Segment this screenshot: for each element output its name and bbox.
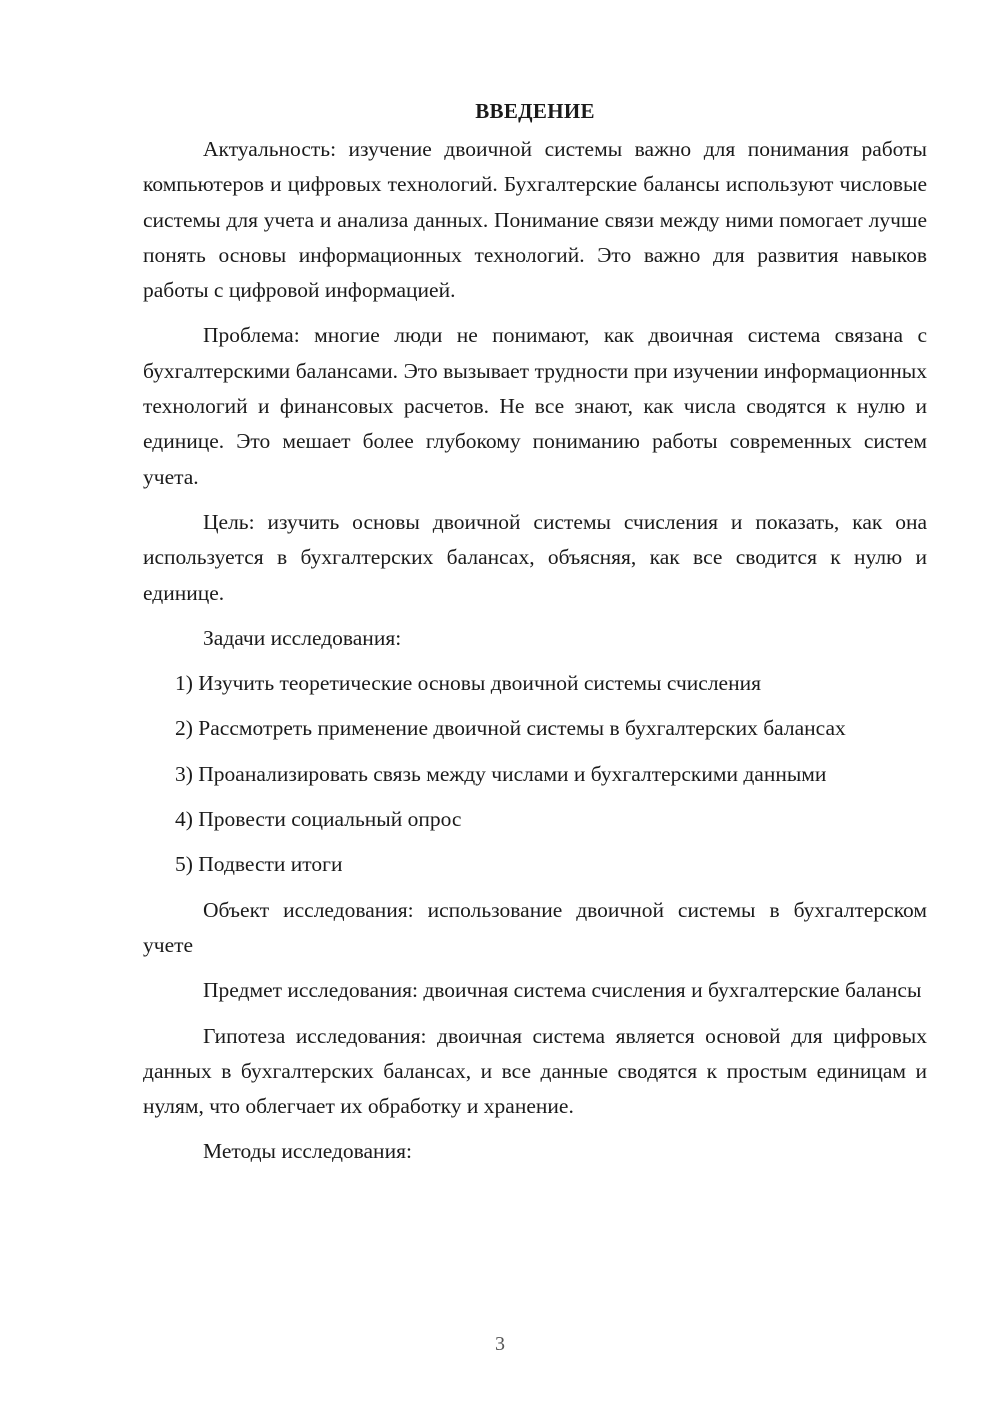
paragraph-relevance: Актуальность: изучение двоичной системы важно для понимания работы компьютеров и цифровых технологий. Бухгалтерские балансы используют числовые системы для учета и анализа данных. Понимание связи между ними помогает лучше понять основы информационных технологий. Это важно для развития навыков работы с цифровой информацией.	[143, 137, 927, 303]
page-title: ВВЕДЕНИЕ	[475, 99, 595, 123]
task-item-4: 4) Провести социальный опрос	[175, 807, 462, 832]
page-number: 3	[495, 1333, 505, 1355]
paragraph-hypothesis: Гипотеза исследования: двоичная система является основой для цифровых данных в бухгалтерских балансах, и все данные сводятся к простым единицам и нулям, что облегчает их обработку и хранение.	[143, 1023, 927, 1119]
paragraph-problem: Проблема: многие люди не понимают, как двоичная система связана с бухгалтерскими балансами. Это вызывает трудности при изучении информационных технологий и финансовых расчетов. Не все знают, как числа сводятся к нулю и единице. Это мешает более глубокому пониманию работы современных систем учета.	[143, 323, 927, 489]
task-item-1: 1) Изучить теоретические основы двоичной системы счисления	[175, 671, 761, 696]
paragraph-subject: Предмет исследования: двоичная система счисления и бухгалтерские балансы	[203, 978, 922, 1003]
task-item-5: 5) Подвести итоги	[175, 852, 343, 877]
paragraph-object: Объект исследования: использование двоичной системы в бухгалтерском учете	[143, 897, 927, 957]
paragraph-tasks-heading: Задачи исследования:	[203, 625, 402, 650]
task-item-2: 2) Рассмотреть применение двоичной системы в бухгалтерских балансах	[175, 716, 846, 741]
paragraph-methods: Методы исследования:	[203, 1139, 412, 1164]
paragraph-goal: Цель: изучить основы двоичной системы счисления и показать, как она используется в бухгалтерских балансах, объясняя, как все сводится к нулю и единице.	[143, 509, 927, 605]
document-page	[143, 96, 927, 1180]
task-item-3: 3) Проанализировать связь между числами и бухгалтерскими данными	[175, 761, 827, 786]
